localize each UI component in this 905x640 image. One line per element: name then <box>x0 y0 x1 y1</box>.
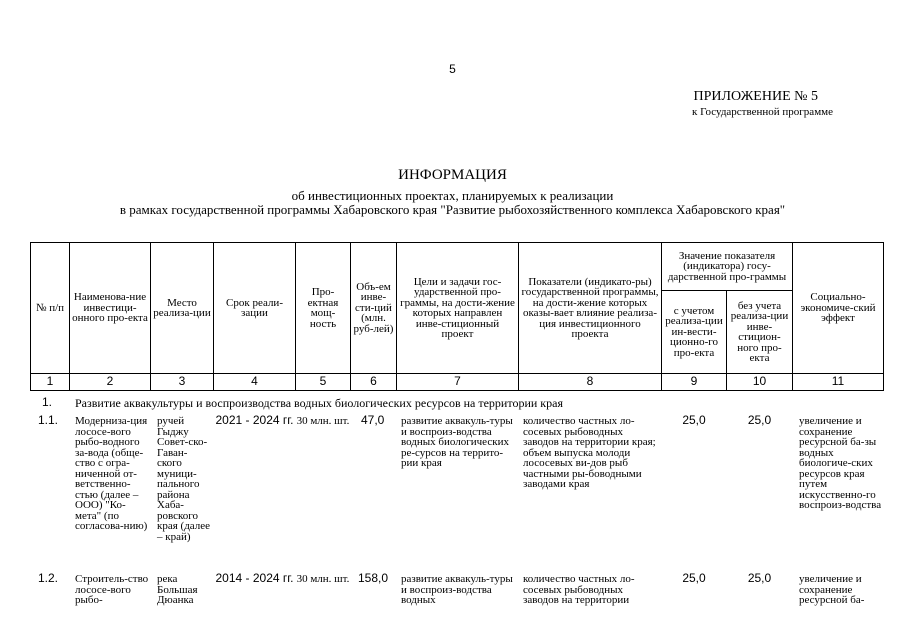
column-number: 3 <box>178 374 186 388</box>
header-project-name: Наименова-ние инвестици-онного про-екта <box>72 291 148 325</box>
row-number: 1.1. <box>38 413 59 427</box>
value-without-project: 25,0 <box>747 571 772 585</box>
column-number: 10 <box>752 374 767 388</box>
column-number: 4 <box>251 374 258 388</box>
project-period: 2014 - 2024 гг. <box>215 571 294 585</box>
socio-economic-effect: увеличение и сохранение ресурсной ба-зы водных биологиче-ских ресурсов края путем искусственно-го воспроиз-водства <box>799 415 882 511</box>
header-num: № п/п <box>35 301 65 314</box>
header-indicators: Показатели (индикато-ры) государственной программы, на дости-жение которых оказы-вает влияние реализа-ция инвестиционного проекта <box>521 275 659 340</box>
column-number: 5 <box>319 374 327 388</box>
project-indicators: количество частных ло-сосевых рыбоводных заводов на территории <box>523 573 635 606</box>
value-with-project: 25,0 <box>682 413 706 427</box>
column-number: 9 <box>690 374 698 388</box>
page-number: 5 <box>449 62 456 76</box>
investment-volume: 158,0 <box>358 571 389 585</box>
header-value-group: Значение показателя (индикатора) госу-дарственной про-граммы <box>667 249 787 283</box>
header-with-project: с учетом реализа-ции ин-вести-ционно-го про-екта <box>665 304 723 359</box>
project-period: 2021 - 2024 гг. <box>215 413 294 427</box>
project-capacity: 30 млн. шт. <box>296 415 350 427</box>
header-goals: Цели и задачи гос-ударственной про-граммы, на дости-жение которых направлен инве-стиционный проект <box>400 275 515 340</box>
header-period: Срок реали-зации <box>226 296 283 319</box>
column-number: 6 <box>370 374 377 388</box>
appendix-subtitle: к Государственной программе <box>692 106 833 118</box>
document-subtitle-line-1: об инвестиционных проектах, планируемых к реализации <box>291 188 614 203</box>
column-number: 7 <box>454 374 461 388</box>
header-without-project: без учета реализа-ции инве-стицион-ного про-екта <box>730 299 789 364</box>
project-goals: развитие аквакуль-туры и воспроиз-водства водных биологических ре-сурсов на террито-рии края <box>401 415 513 469</box>
project-place: река Большая Дюанка <box>157 573 198 606</box>
project-indicators: количество частных ло-сосевых рыбоводных заводов на территории края; объем выпуска молоди лососевых ви-дов рыб частными ры-боводными заводами края <box>523 415 656 490</box>
socio-economic-effect: увеличение и сохранение ресурсной ба- <box>799 573 865 606</box>
header-socio-economic-effect: Социально-экономиче-ский эффект <box>800 291 876 325</box>
header-capacity: Про-ектная мощ-ность <box>307 286 339 330</box>
project-goals: развитие аквакуль-туры и воспроиз-водства водных <box>401 573 513 606</box>
row-number: 1.2. <box>38 571 59 585</box>
project-name: Модерниза-ция лососе-вого рыбо-водного за-вода (обще-ство с огра-ниченной от-ветственно-стью (далее – ООО) "Ко-мета" (по согласова-нию) <box>75 415 148 532</box>
document-title: ИНФОРМАЦИЯ <box>398 167 507 183</box>
project-place: ручей Гыджу Совет-ско-Гаван-ского муници-пального района Хаба-ровского края (далее – край) <box>157 415 211 543</box>
column-number: 11 <box>831 374 845 388</box>
header-place: Место реализа-ции <box>153 296 211 319</box>
value-without-project: 25,0 <box>747 413 772 427</box>
document-subtitle-line-2: в рамках государственной программы Хабаровского края "Развитие рыбохозяйственного комплекса Хабаровского края" <box>119 202 786 217</box>
header-investment-volume: Объ-ем инве-сти-ций (млн. руб-лей) <box>353 280 394 335</box>
column-number: 1 <box>46 374 54 388</box>
section-title: Развитие аквакультуры и воспроизводства водных биологических ресурсов на территории края <box>75 396 563 410</box>
project-capacity: 30 млн. шт. <box>296 573 350 585</box>
column-number: 2 <box>106 374 114 388</box>
appendix-title: ПРИЛОЖЕНИЕ № 5 <box>693 89 818 104</box>
value-with-project: 25,0 <box>682 571 706 585</box>
investment-volume: 47,0 <box>361 413 385 427</box>
project-name: Строитель-ство лососе-вого рыбо- <box>75 573 149 606</box>
section-number: 1. <box>42 395 53 409</box>
column-number: 8 <box>586 374 594 388</box>
